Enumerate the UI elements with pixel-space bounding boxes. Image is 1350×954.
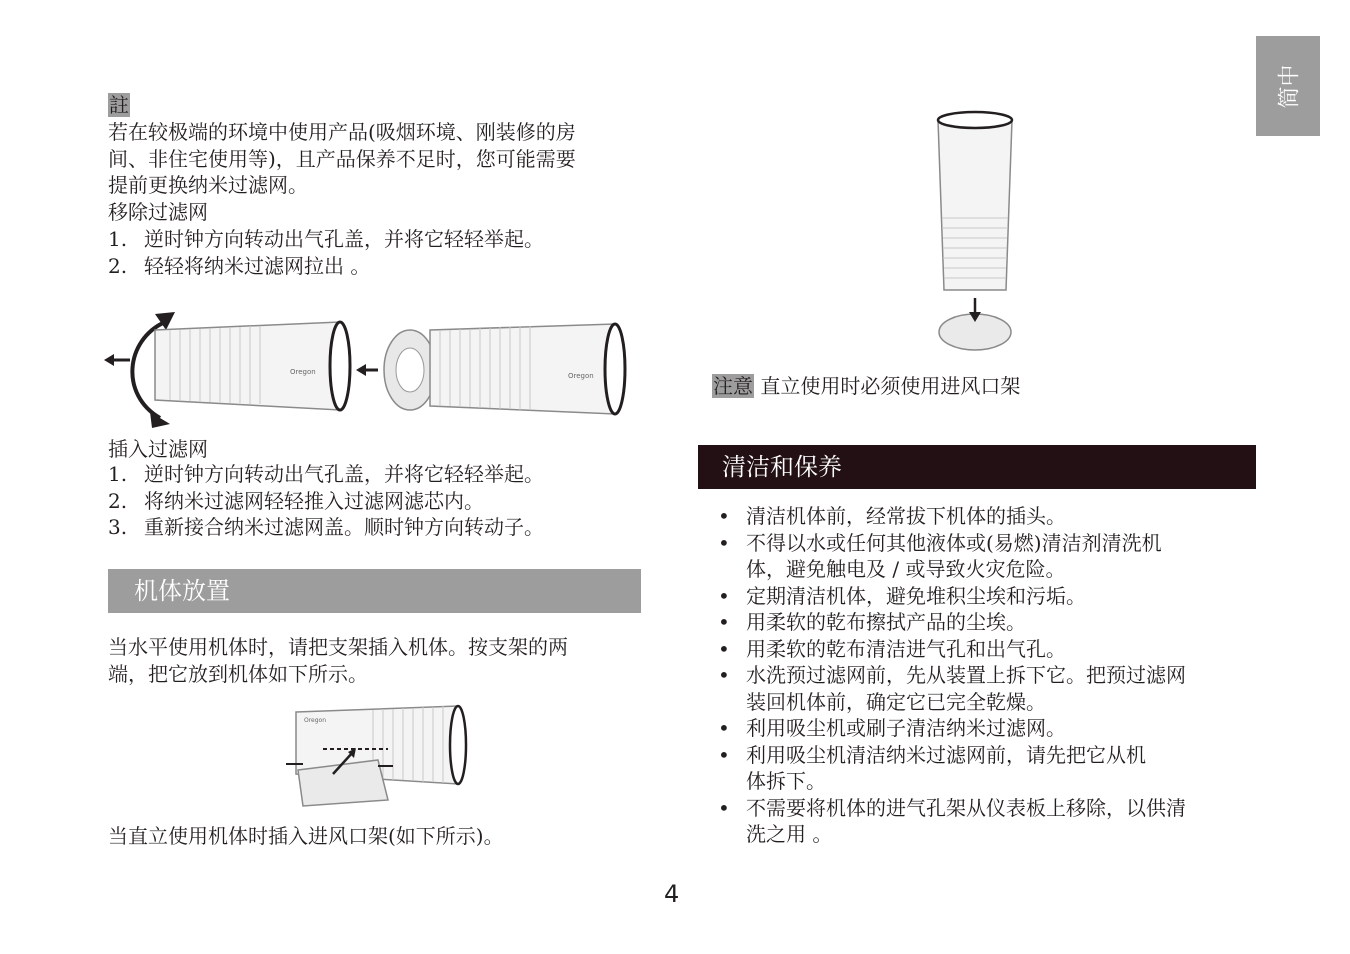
insert-filter-title: 插入过滤网 — [108, 437, 208, 461]
list-item — [716, 636, 1256, 663]
bullet: • — [718, 610, 730, 634]
rotate-arrow-tail — [150, 412, 170, 428]
list-item — [716, 715, 1256, 742]
list-item — [716, 742, 1256, 795]
cleaning-heading-label: 清洁和保养 — [722, 453, 842, 481]
placement-heading-label: 机体放置 — [134, 577, 230, 605]
remove-steps — [108, 226, 544, 279]
brand-logo-right: Oregon — [568, 372, 594, 380]
item-line: 不需要将机体的进气孔架从仪表板上移除，以供清 — [746, 795, 1186, 820]
note-body — [108, 119, 576, 199]
item-line: 用柔软的乾布擦拭产品的尘埃。 — [746, 610, 1026, 634]
item-line: 装回机体前，确定它已完全乾燥。 — [746, 689, 1046, 714]
language-tab-label: 简中 — [1277, 63, 1303, 109]
item-line: 清洁机体前，经常拔下机体的插头。 — [746, 504, 1066, 528]
list-item — [108, 488, 544, 515]
step-text: 将纳米过滤网轻轻推入过滤网滤芯内。 — [144, 488, 484, 513]
horizontal-stand-illustration — [278, 702, 473, 812]
bullet: • — [718, 636, 730, 661]
device-body-upright — [938, 120, 1012, 290]
step-number: 1. — [108, 227, 128, 251]
filter-cap-inner — [396, 348, 424, 392]
step-text: 重新接合纳米过滤网盖。顺时钟方向转动子。 — [144, 515, 544, 539]
bullet: • — [718, 795, 730, 820]
list-item — [108, 461, 544, 488]
list-item — [716, 530, 1256, 583]
item-line: 水洗预过滤网前，先从装置上拆下它。把预过滤网 — [746, 663, 1186, 687]
placement-heading — [108, 569, 641, 613]
item-line: 体，避免触电及 / 或导致火灾危险。 — [746, 557, 1066, 581]
insert-steps — [108, 461, 544, 541]
note-title-label: 註 — [109, 93, 129, 117]
item-line: 利用吸尘机清洁纳米过滤网前，请先把它从机 — [746, 742, 1146, 767]
list-item — [716, 795, 1256, 848]
cleaning-list — [716, 503, 1256, 848]
item-line: 不得以水或任何其他液体或(易燃)清洁剂清洗机 — [746, 530, 1162, 555]
item-line: 洗之用 。 — [746, 822, 833, 846]
note-line: 间、非住宅使用等)，且产品保养不足时，您可能需要 — [108, 146, 576, 171]
brand-logo-horizontal: Oregon — [304, 717, 327, 724]
attention-line — [712, 373, 1020, 400]
bullet: • — [718, 742, 730, 767]
upright-note: 当直立使用机体时插入进风口架(如下所示)。 — [108, 824, 504, 848]
language-tab[interactable] — [1256, 36, 1320, 136]
list-item — [716, 662, 1256, 715]
list-item — [716, 609, 1256, 636]
bullet: • — [718, 530, 730, 555]
item-line: 定期清洁机体，避免堆积尘埃和污垢。 — [746, 583, 1086, 608]
list-item — [108, 226, 544, 253]
device-body-left — [155, 322, 340, 410]
device-body-right — [430, 324, 615, 414]
upright-illustration — [930, 108, 1020, 364]
step-number: 1. — [108, 462, 128, 486]
device-outlet-left — [330, 322, 350, 410]
cleaning-heading — [698, 445, 1256, 489]
list-item — [716, 503, 1256, 530]
note-line: 提前更换纳米过滤网。 — [108, 173, 308, 197]
note-line: 若在较极端的环境中使用产品(吸烟环境、刚装修的房 — [108, 120, 576, 144]
placement-line: 端，把它放到机体如下所示。 — [108, 661, 368, 686]
page-number: 4 — [664, 880, 680, 908]
item-line: 用柔软的乾布清洁进气孔和出气孔。 — [746, 636, 1066, 661]
bullet: • — [718, 716, 730, 740]
step-number: 3. — [108, 515, 128, 539]
attention-text: 直立使用时必须使用进风口架 — [760, 374, 1021, 398]
item-line: 体拆下。 — [746, 769, 826, 793]
remove-filter-title: 移除过滤网 — [108, 200, 208, 224]
device-outlet-horizontal — [450, 706, 466, 784]
item-line: 利用吸尘机或刷子清洁纳米过滤网。 — [746, 716, 1066, 740]
list-item — [108, 514, 544, 541]
step-number: 2. — [108, 253, 128, 278]
bullet: • — [718, 663, 730, 687]
device-outlet-upright — [938, 112, 1012, 128]
bullet: • — [718, 583, 730, 608]
list-item — [716, 583, 1256, 610]
step-text: 轻轻将纳米过滤网拉出 。 — [144, 253, 371, 278]
pull-arrow-head — [104, 354, 114, 366]
device-outlet-right — [605, 324, 625, 414]
placement-line: 当水平使用机体时，请把支架插入机体。按支架的两 — [108, 635, 568, 659]
bullet: • — [718, 504, 730, 528]
insert-arrow-head — [356, 364, 366, 376]
brand-logo-left: Oregon — [290, 368, 316, 376]
list-item — [108, 253, 544, 280]
note-title — [108, 92, 130, 119]
remove-filter-illustration — [100, 300, 640, 430]
step-number: 2. — [108, 488, 128, 513]
step-text: 逆时钟方向转动出气孔盖，并将它轻轻举起。 — [144, 227, 544, 251]
placement-paragraph — [108, 634, 568, 687]
step-text: 逆时钟方向转动出气孔盖，并将它轻轻举起。 — [144, 462, 544, 486]
attention-label: 注意 — [713, 374, 753, 398]
